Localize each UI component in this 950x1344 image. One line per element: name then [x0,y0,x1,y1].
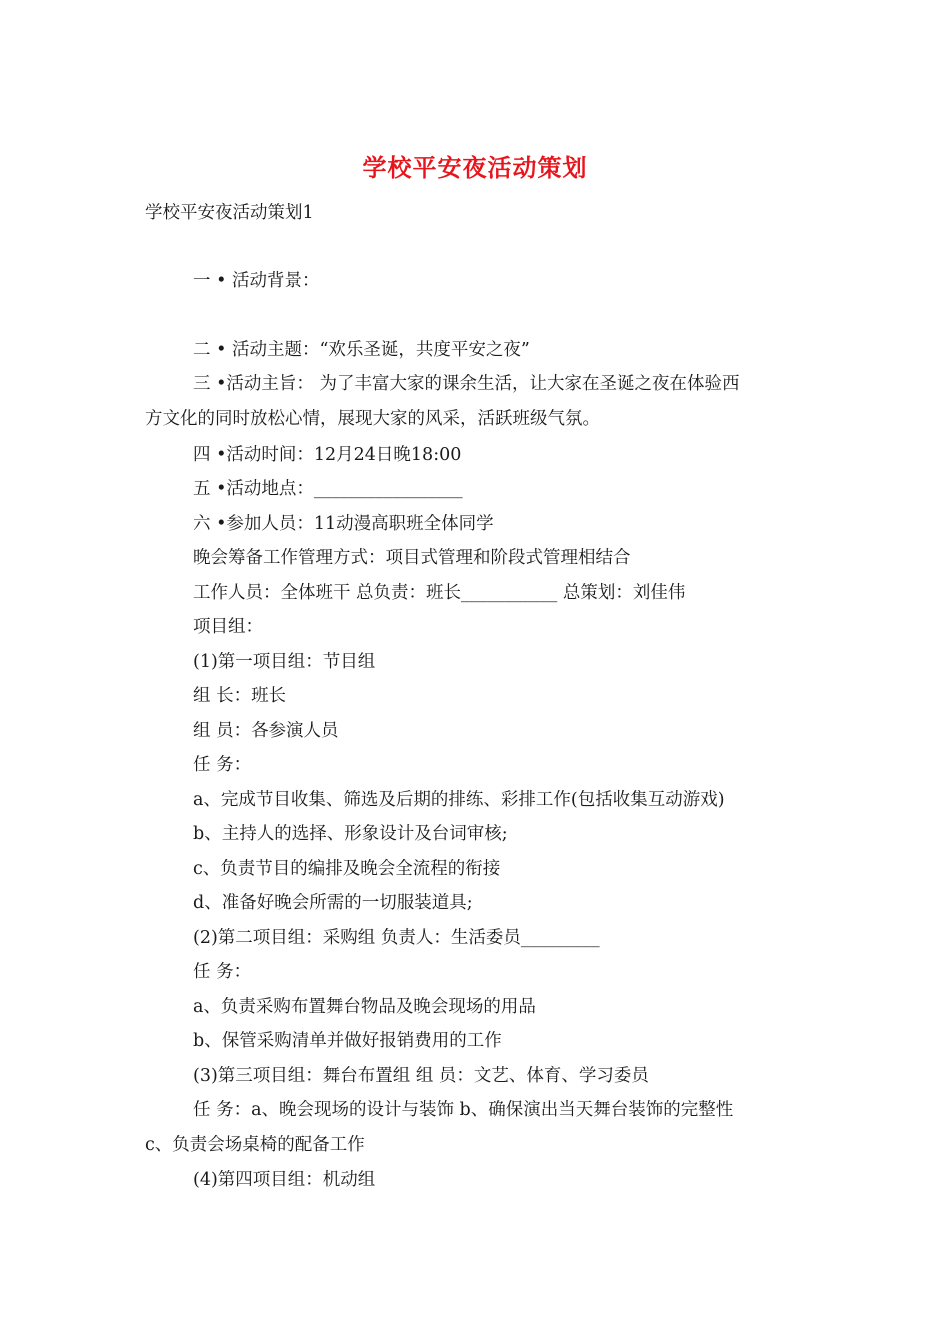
group-2-title: (2)第二项目组：采购组 负责人：生活委员_________ [193,928,600,948]
project-groups-heading: 项目组： [193,617,263,637]
item-participants: 六 •参加人员：11动漫高职班全体同学 [193,514,494,534]
item-time: 四 •活动时间：12月24日晚18:00 [193,445,462,465]
group-1-task-c: c、负责节目的编排及晚会全流程的衔接 [193,859,501,879]
management-method: 晚会筹备工作管理方式：项目式管理和阶段式管理相结合 [193,548,631,568]
group-3-tasks: 任 务：a、晚会现场的设计与装饰 b、确保演出当天舞台装饰的完整性 [193,1100,734,1120]
document-title: 学校平安夜活动策划 [362,153,588,182]
item-location: 五 •活动地点：_________________ [193,479,463,499]
group-2-task-b: b、保管采购清单并做好报销费用的工作 [193,1031,502,1051]
group-3-title: (3)第三项目组：舞台布置组 组 员：文艺、体育、学习委员 [193,1066,649,1086]
group-1-task-d: d、准备好晚会所需的一切服装道具; [193,893,473,913]
group-1-members: 组 员：各参演人员 [193,721,339,741]
item-theme: 二 • 活动主题：“欢乐圣诞，共度平安之夜” [193,340,530,360]
group-1-task-b: b、主持人的选择、形象设计及台词审核; [193,824,508,844]
group-1-title: (1)第一项目组：节目组 [193,652,376,672]
item-purpose-continued: 方文化的同时放松心情，展现大家的风采，活跃班级气氛。 [145,409,600,429]
group-1-leader: 组 长：班长 [193,686,287,706]
group-3-tasks-continued: c、负责会场桌椅的配备工作 [145,1135,365,1155]
group-1-tasks-label: 任 务： [193,755,252,775]
section-heading: 学校平安夜活动策划1 [145,203,314,223]
item-background: 一 • 活动背景： [193,271,320,291]
group-2-task-a: a、负责采购布置舞台物品及晚会现场的用品 [193,997,536,1017]
item-purpose: 三 •活动主旨： 为了丰富大家的课余生活，让大家在圣诞之夜在体验西 [193,374,740,394]
group-1-task-a: a、完成节目收集、筛选及后期的排练、彩排工作(包括收集互动游戏) [193,790,725,810]
staff-line: 工作人员：全体班干 总负责：班长___________ 总策划：刘佳伟 [193,583,686,603]
group-4-title: (4)第四项目组：机动组 [193,1170,376,1190]
group-2-tasks-label: 任 务： [193,962,252,982]
